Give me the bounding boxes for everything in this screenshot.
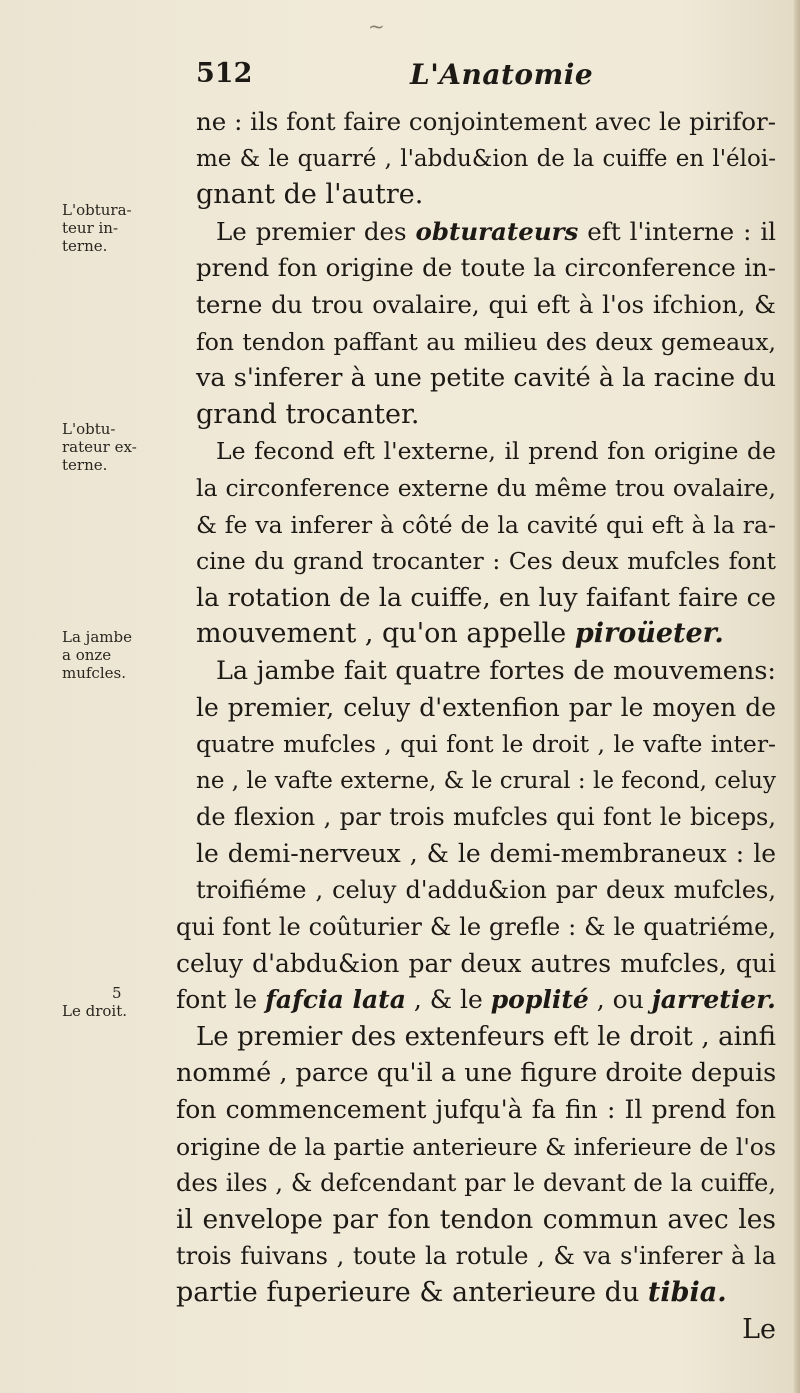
text-line xyxy=(176,214,776,251)
margin-note-line: terne. xyxy=(62,237,108,255)
page-number: 512 xyxy=(196,58,253,89)
text-line: celuy d'abdu&ion par deux autres mufcles, qui xyxy=(176,948,776,978)
italic-term: piroüeter. xyxy=(574,618,724,650)
margin-note-obturateur-externe xyxy=(62,420,176,474)
text-segment: Le premier des xyxy=(216,216,416,246)
italic-term: poplité xyxy=(490,985,589,1015)
margin-note-jambe xyxy=(62,628,176,682)
text-line: terne du trou ovalaire, qui eft à l'os ifchion, & xyxy=(196,289,776,319)
italic-term: fafcia lata xyxy=(265,985,406,1015)
margin-note-line: 5 xyxy=(112,984,122,1002)
margin-note-line: rateur ex- xyxy=(62,438,137,456)
margin-note-line: L'obtu- xyxy=(62,420,116,438)
text-line: Le fecond eft l'externe, il prend fon origine de xyxy=(216,437,776,466)
text-line: qui font le coûturier & le grefle : & le quatriéme, xyxy=(176,913,776,942)
text-segment: mouvement , qu'on appelle xyxy=(196,618,575,650)
text-segment: eft l'interne : il xyxy=(578,216,777,246)
text-line: origine de la partie anterieure & inferieure de l'os xyxy=(176,1132,776,1161)
text-line: Le premier des extenfeurs eft le droit , ainfi xyxy=(196,1021,776,1052)
margin-note-line: La jambe xyxy=(62,628,132,646)
italic-term: obturateurs xyxy=(415,216,579,246)
text-segment: font le xyxy=(176,985,266,1015)
margin-note-line: teur in- xyxy=(62,219,119,237)
text-line xyxy=(176,616,776,653)
margin-note-obturateur-interne xyxy=(62,201,176,255)
text-line: La jambe fait quatre fortes de mouvemens: xyxy=(216,655,776,686)
margin-note-line: Le droit. xyxy=(62,1002,128,1020)
text-line: troifiéme , celuy d'addu&ion par deux mufcles, xyxy=(196,876,776,905)
text-line: nommé , parce qu'il a une figure droite depuis xyxy=(176,1058,777,1089)
margin-note-line: terne. xyxy=(62,456,108,474)
text-segment: , ou xyxy=(588,985,652,1015)
text-line: va s'inferer à une petite cavité à la racine du xyxy=(196,363,776,394)
text-line: cine du grand trocanter : Ces deux mufcles font xyxy=(196,547,776,576)
text-line: la rotation de la cuiffe, en luy faifant faire ce xyxy=(196,582,776,613)
ink-smudge: ~ xyxy=(368,14,385,38)
text-line: fon tendon paffant au milieu des deux gemeaux, xyxy=(196,327,776,356)
running-head xyxy=(0,58,800,98)
text-line: fon commencement jufqu'à fa fin : Il prend fon xyxy=(176,1095,776,1125)
text-segment: partie fuperieure & anterieure du xyxy=(176,1277,648,1308)
text-line: de flexion , par trois mufcles qui font le biceps, xyxy=(196,803,776,832)
text-line xyxy=(176,1275,776,1312)
text-line: la circonference externe du même trou ovalaire, xyxy=(196,473,776,502)
text-line: quatre mufcles , qui font le droit , le vafte inter- xyxy=(196,730,776,759)
text-line: ne : ils font faire conjointement avec le pirifor- xyxy=(196,107,777,136)
text-line: prend fon origine de toute la circonference in- xyxy=(196,253,776,283)
italic-term: jarretier. xyxy=(651,985,776,1015)
page-edge xyxy=(794,0,800,1393)
margin-note-line: a onze xyxy=(62,646,112,664)
body-text xyxy=(176,104,776,1348)
text-line: trois fuivans , toute la rotule , & va s'inferer à la xyxy=(176,1242,776,1271)
text-line: il envelope par fon tendon commun avec les xyxy=(176,1203,776,1235)
margin-note-droit xyxy=(62,984,176,1020)
text-segment: , & le xyxy=(405,985,491,1015)
text-line xyxy=(176,982,776,1019)
text-line: le demi-nerveux , & le demi-membraneux : le xyxy=(196,838,776,868)
text-line: ne , le vafte externe, & le crural : le fecond, celuy xyxy=(196,767,776,794)
catchword: Le xyxy=(742,1313,776,1345)
margin-note-line: mufcles. xyxy=(62,664,126,682)
text-line: des iles , & defcendant par le devant de la cuiffe, xyxy=(176,1169,776,1198)
text-line: le premier, celuy d'extenfion par le moyen de xyxy=(196,692,776,722)
text-line: & fe va inferer à côté de la cavité qui eft à la ra- xyxy=(196,510,776,539)
margin-note-line: L'obtura- xyxy=(62,201,132,219)
running-title: L'Anatomie xyxy=(410,58,594,91)
text-line: gnant de l'autre. xyxy=(196,179,424,211)
italic-term: tibia. xyxy=(647,1277,727,1308)
text-line: grand trocanter. xyxy=(196,398,420,430)
text-line: me & le quarré , l'abdu&ion de la cuiffe en l'éloi- xyxy=(196,145,776,172)
